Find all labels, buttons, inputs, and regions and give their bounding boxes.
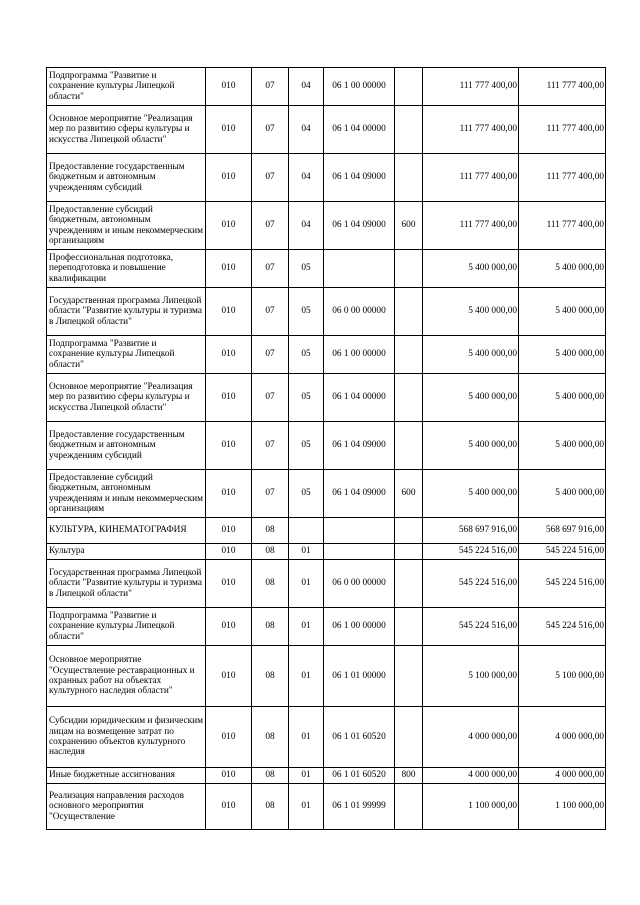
section-code-cell: 08 (252, 707, 289, 768)
expense-type-cell (395, 422, 423, 470)
subsection-code-cell: 04 (289, 106, 324, 154)
amount-year-1-cell: 111 777 400,00 (423, 202, 519, 250)
section-code-cell: 08 (252, 768, 289, 784)
table-row (47, 154, 606, 202)
target-article-cell (324, 250, 395, 288)
ministry-code-cell: 010 (206, 646, 252, 707)
row-name-cell: Подпрограмма "Развитие и сохранение культуры Липецкой области" (47, 68, 206, 106)
amount-year-1-cell: 5 400 000,00 (423, 470, 519, 518)
row-name-cell: Реализация направления расходов основного мероприятия "Осуществление (47, 784, 206, 830)
section-code-cell: 08 (252, 646, 289, 707)
amount-year-1-cell: 111 777 400,00 (423, 68, 519, 106)
expense-type-cell (395, 544, 423, 560)
table-row (47, 768, 606, 784)
expense-type-cell (395, 707, 423, 768)
amount-year-2-cell: 5 400 000,00 (519, 470, 606, 518)
amount-year-1-cell: 5 400 000,00 (423, 374, 519, 422)
ministry-code-cell: 010 (206, 608, 252, 646)
subsection-code-cell: 04 (289, 202, 324, 250)
section-code-cell: 08 (252, 544, 289, 560)
table-row (47, 560, 606, 608)
amount-year-1-cell: 545 224 516,00 (423, 608, 519, 646)
row-name-cell: Государственная программа Липецкой области "Развитие культуры и туризма в Липецкой области" (47, 560, 206, 608)
amount-year-2-cell: 111 777 400,00 (519, 68, 606, 106)
ministry-code-cell: 010 (206, 422, 252, 470)
expense-type-cell: 600 (395, 470, 423, 518)
subsection-code-cell: 01 (289, 707, 324, 768)
row-name-cell: Иные бюджетные ассигнования (47, 768, 206, 784)
expense-type-cell: 600 (395, 202, 423, 250)
target-article-cell: 06 1 04 09000 (324, 154, 395, 202)
table-row (47, 608, 606, 646)
target-article-cell: 06 1 01 99999 (324, 784, 395, 830)
amount-year-2-cell: 568 697 916,00 (519, 518, 606, 544)
table-row (47, 374, 606, 422)
table-row (47, 336, 606, 374)
ministry-code-cell: 010 (206, 336, 252, 374)
expense-type-cell: 800 (395, 768, 423, 784)
amount-year-1-cell: 111 777 400,00 (423, 154, 519, 202)
amount-year-2-cell: 5 400 000,00 (519, 374, 606, 422)
amount-year-2-cell: 545 224 516,00 (519, 560, 606, 608)
section-code-cell: 07 (252, 202, 289, 250)
target-article-cell: 06 1 00 00000 (324, 68, 395, 106)
amount-year-2-cell: 4 000 000,00 (519, 707, 606, 768)
amount-year-1-cell: 1 100 000,00 (423, 784, 519, 830)
table-row (47, 470, 606, 518)
ministry-code-cell: 010 (206, 544, 252, 560)
ministry-code-cell: 010 (206, 288, 252, 336)
expense-type-cell (395, 154, 423, 202)
section-code-cell: 08 (252, 560, 289, 608)
expense-type-cell (395, 250, 423, 288)
table-row (47, 544, 606, 560)
table-row (47, 288, 606, 336)
target-article-cell: 06 1 04 09000 (324, 202, 395, 250)
budget-table (46, 67, 606, 830)
amount-year-2-cell: 5 400 000,00 (519, 288, 606, 336)
amount-year-2-cell: 5 100 000,00 (519, 646, 606, 707)
subsection-code-cell: 01 (289, 544, 324, 560)
amount-year-2-cell: 111 777 400,00 (519, 154, 606, 202)
ministry-code-cell: 010 (206, 202, 252, 250)
subsection-code-cell: 05 (289, 250, 324, 288)
ministry-code-cell: 010 (206, 106, 252, 154)
amount-year-1-cell: 4 000 000,00 (423, 707, 519, 768)
amount-year-1-cell: 5 400 000,00 (423, 336, 519, 374)
target-article-cell: 06 0 00 00000 (324, 560, 395, 608)
ministry-code-cell: 010 (206, 784, 252, 830)
expense-type-cell (395, 68, 423, 106)
section-code-cell: 07 (252, 154, 289, 202)
subsection-code-cell: 05 (289, 374, 324, 422)
row-name-cell: Культура (47, 544, 206, 560)
expense-type-cell (395, 106, 423, 154)
row-name-cell: Предоставление субсидий бюджетным, автономным учреждениям и иным некоммерческим организациям (47, 470, 206, 518)
subsection-code-cell: 04 (289, 68, 324, 106)
amount-year-2-cell: 1 100 000,00 (519, 784, 606, 830)
table-row (47, 250, 606, 288)
target-article-cell: 06 1 01 60520 (324, 768, 395, 784)
amount-year-1-cell: 545 224 516,00 (423, 544, 519, 560)
target-article-cell: 06 1 01 60520 (324, 707, 395, 768)
target-article-cell: 06 1 00 00000 (324, 608, 395, 646)
table-body (47, 68, 606, 830)
row-name-cell: Основное мероприятие "Осуществление реставрационных и охранных работ на объектах культурного наследия области" (47, 646, 206, 707)
subsection-code-cell: 04 (289, 154, 324, 202)
amount-year-2-cell: 111 777 400,00 (519, 202, 606, 250)
section-code-cell: 07 (252, 68, 289, 106)
amount-year-1-cell: 5 400 000,00 (423, 288, 519, 336)
table-row (47, 106, 606, 154)
subsection-code-cell: 05 (289, 288, 324, 336)
ministry-code-cell: 010 (206, 154, 252, 202)
amount-year-1-cell: 545 224 516,00 (423, 560, 519, 608)
amount-year-1-cell: 5 400 000,00 (423, 250, 519, 288)
target-article-cell: 06 0 00 00000 (324, 288, 395, 336)
amount-year-1-cell: 568 697 916,00 (423, 518, 519, 544)
amount-year-2-cell: 5 400 000,00 (519, 250, 606, 288)
section-code-cell: 07 (252, 336, 289, 374)
amount-year-2-cell: 545 224 516,00 (519, 544, 606, 560)
amount-year-1-cell: 4 000 000,00 (423, 768, 519, 784)
subsection-code-cell (289, 518, 324, 544)
subsection-code-cell: 05 (289, 422, 324, 470)
amount-year-2-cell: 545 224 516,00 (519, 608, 606, 646)
section-code-cell: 08 (252, 518, 289, 544)
ministry-code-cell: 010 (206, 250, 252, 288)
row-name-cell: Основное мероприятие "Реализация мер по развитию сферы культуры и искусства Липецкой области" (47, 374, 206, 422)
table-row (47, 646, 606, 707)
expense-type-cell (395, 608, 423, 646)
row-name-cell: Подпрограмма "Развитие и сохранение культуры Липецкой области" (47, 336, 206, 374)
row-name-cell: Предоставление государственным бюджетным и автономным учреждениям субсидий (47, 422, 206, 470)
table-row (47, 784, 606, 830)
table-row (47, 68, 606, 106)
target-article-cell (324, 544, 395, 560)
subsection-code-cell: 01 (289, 784, 324, 830)
expense-type-cell (395, 336, 423, 374)
subsection-code-cell: 01 (289, 768, 324, 784)
table-row (47, 422, 606, 470)
row-name-cell: Государственная программа Липецкой области "Развитие культуры и туризма в Липецкой области" (47, 288, 206, 336)
section-code-cell: 07 (252, 288, 289, 336)
subsection-code-cell: 05 (289, 470, 324, 518)
ministry-code-cell: 010 (206, 470, 252, 518)
table-row (47, 202, 606, 250)
row-name-cell: Предоставление государственным бюджетным и автономным учреждениям субсидий (47, 154, 206, 202)
section-code-cell: 08 (252, 608, 289, 646)
section-code-cell: 07 (252, 374, 289, 422)
section-code-cell: 07 (252, 250, 289, 288)
target-article-cell (324, 518, 395, 544)
section-code-cell: 07 (252, 422, 289, 470)
ministry-code-cell: 010 (206, 707, 252, 768)
expense-type-cell (395, 374, 423, 422)
row-name-cell: Основное мероприятие "Реализация мер по развитию сферы культуры и искусства Липецкой области" (47, 106, 206, 154)
row-name-cell: КУЛЬТУРА, КИНЕМАТОГРАФИЯ (47, 518, 206, 544)
amount-year-2-cell: 111 777 400,00 (519, 106, 606, 154)
row-name-cell: Предоставление субсидий бюджетным, автономным учреждениям и иным некоммерческим организациям (47, 202, 206, 250)
amount-year-2-cell: 5 400 000,00 (519, 422, 606, 470)
target-article-cell: 06 1 01 00000 (324, 646, 395, 707)
ministry-code-cell: 010 (206, 374, 252, 422)
expense-type-cell (395, 288, 423, 336)
subsection-code-cell: 01 (289, 560, 324, 608)
row-name-cell: Субсидии юридическим и физическим лицам на возмещение затрат по сохранению объектов культурного наследия (47, 707, 206, 768)
expense-type-cell (395, 560, 423, 608)
target-article-cell: 06 1 04 09000 (324, 422, 395, 470)
expense-type-cell (395, 518, 423, 544)
ministry-code-cell: 010 (206, 768, 252, 784)
subsection-code-cell: 05 (289, 336, 324, 374)
section-code-cell: 08 (252, 784, 289, 830)
row-name-cell: Подпрограмма "Развитие и сохранение культуры Липецкой области" (47, 608, 206, 646)
subsection-code-cell: 01 (289, 646, 324, 707)
amount-year-1-cell: 5 400 000,00 (423, 422, 519, 470)
table-row (47, 518, 606, 544)
section-code-cell: 07 (252, 106, 289, 154)
target-article-cell: 06 1 04 09000 (324, 470, 395, 518)
amount-year-2-cell: 4 000 000,00 (519, 768, 606, 784)
table-row (47, 707, 606, 768)
target-article-cell: 06 1 04 00000 (324, 374, 395, 422)
subsection-code-cell: 01 (289, 608, 324, 646)
amount-year-2-cell: 5 400 000,00 (519, 336, 606, 374)
amount-year-1-cell: 5 100 000,00 (423, 646, 519, 707)
expense-type-cell (395, 646, 423, 707)
amount-year-1-cell: 111 777 400,00 (423, 106, 519, 154)
target-article-cell: 06 1 04 00000 (324, 106, 395, 154)
ministry-code-cell: 010 (206, 560, 252, 608)
ministry-code-cell: 010 (206, 518, 252, 544)
expense-type-cell (395, 784, 423, 830)
section-code-cell: 07 (252, 470, 289, 518)
target-article-cell: 06 1 00 00000 (324, 336, 395, 374)
row-name-cell: Профессиональная подготовка, переподготовка и повышение квалификации (47, 250, 206, 288)
ministry-code-cell: 010 (206, 68, 252, 106)
